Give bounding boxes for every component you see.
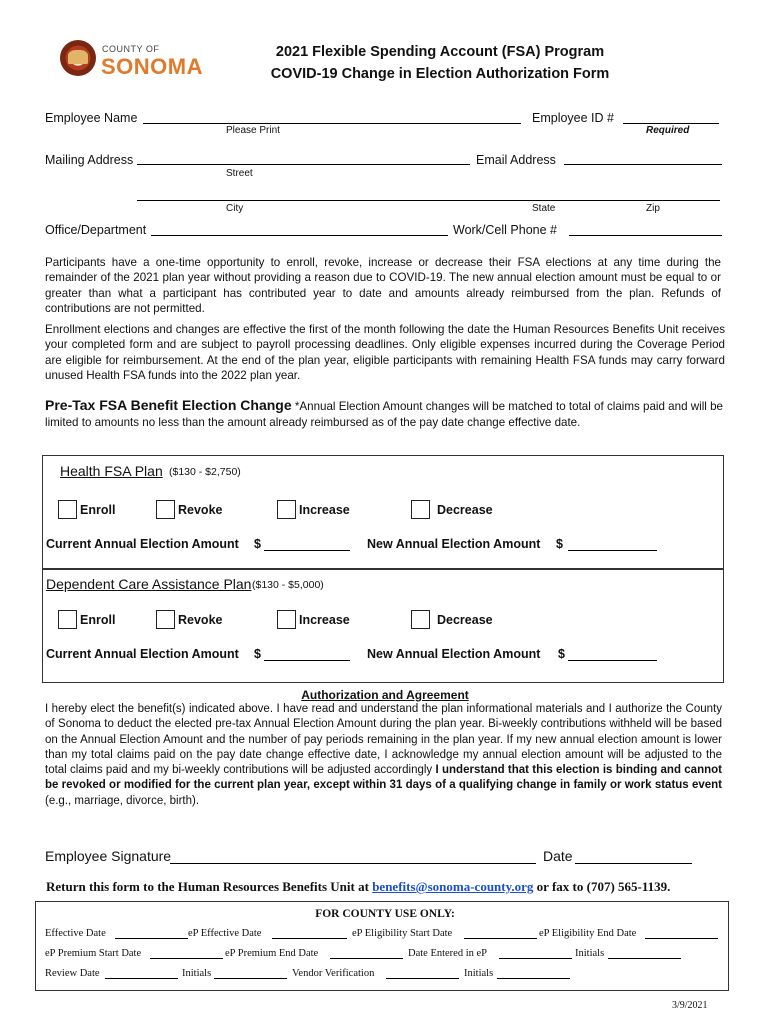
required-hint: Required bbox=[646, 125, 690, 136]
zip-hint: Zip bbox=[646, 203, 660, 214]
dependent-care-title: Dependent Care Assistance Plan bbox=[46, 576, 252, 592]
county-use-heading: FOR COUNTY USE ONLY: bbox=[315, 908, 455, 920]
ep-eligibility-end-label: eP Eligibility End Date bbox=[539, 928, 637, 939]
vendor-verification-label: Vendor Verification bbox=[292, 968, 375, 979]
vendor-verification-field[interactable] bbox=[386, 978, 459, 979]
work-phone-field[interactable] bbox=[569, 235, 722, 236]
health-decrease-checkbox[interactable] bbox=[411, 500, 430, 519]
authorization-body: I hereby elect the benefit(s) indicated above. I have read and understand the plan informational materials and I authorize the County of Sonoma to deduct the elected pre-tax Annual Election Amount during the plan year. Bi-weekly contributions withheld will be based on the Annual Election Amount and the number of pay periods remaining in the plan year. If my new annual election amount is lower than my total claims paid on the pay date change effective date, I acknowledge my annual election amount will be adjusted to the total claims paid and my bi-weekly contributions will be adjusted accordingly bbox=[45, 703, 722, 777]
logo-county-of: COUNTY OF bbox=[102, 44, 160, 54]
initials-2-label: Initials bbox=[182, 968, 212, 979]
health-new-amount-label: New Annual Election Amount bbox=[367, 537, 541, 551]
intro-paragraph-2: Enrollment elections and changes are effective the first of the month following the date the Human Resources Benefits Unit receives your completed form and are subject to payroll processing deadlines. Only eligible expenses incurred during the Coverage Period are eligible for reimbursement. At the end of the plan year, eligible participants with remaining Health FSA funds may carry forward unused Health FSA funds into the 2022 plan year. bbox=[45, 323, 725, 383]
state-hint: State bbox=[532, 203, 556, 214]
ep-premium-end-label: eP Premium End Date bbox=[225, 948, 319, 959]
employee-name-label: Employee Name bbox=[45, 111, 138, 125]
dependent-current-amount-field[interactable] bbox=[264, 660, 350, 661]
employee-name-field[interactable] bbox=[143, 123, 521, 124]
mailing-address-label: Mailing Address bbox=[45, 153, 134, 167]
dependent-new-amount-field[interactable] bbox=[568, 660, 657, 661]
health-fsa-title: Health FSA Plan bbox=[60, 463, 163, 479]
effective-date-field[interactable] bbox=[115, 938, 188, 939]
health-decrease-label: Decrease bbox=[437, 503, 493, 517]
return-instructions bbox=[46, 879, 670, 895]
health-new-dollar: $ bbox=[556, 537, 563, 551]
dependent-increase-checkbox[interactable] bbox=[277, 610, 296, 629]
email-field[interactable] bbox=[564, 164, 722, 165]
health-fsa-range: ($130 - $2,750) bbox=[169, 466, 241, 478]
form-title: 2021 Flexible Spending Account (FSA) Program bbox=[275, 44, 605, 60]
health-new-amount-field[interactable] bbox=[568, 550, 657, 551]
benefits-email-link[interactable]: benefits@sonoma-county.org bbox=[372, 879, 534, 894]
review-date-label: Review Date bbox=[45, 968, 100, 979]
dependent-revoke-checkbox[interactable] bbox=[156, 610, 175, 629]
signature-date-field[interactable] bbox=[575, 863, 692, 864]
street-hint: Street bbox=[226, 168, 253, 179]
office-department-label: Office/Department bbox=[45, 223, 147, 237]
health-enroll-label: Enroll bbox=[80, 503, 116, 517]
intro-paragraph-1: Participants have a one-time opportunity to enroll, revoke, increase or decrease their FSA elections at any time during the remainder of the 2021 plan year without providing a reason due to COVID-19. The new annual election amount must be equal to or greater than what a participant has contributed year to date and amounts already reimbursed from the plan. Refunds of contributions are not permitted. bbox=[45, 256, 721, 316]
signature-date-label: Date bbox=[543, 848, 573, 864]
ep-premium-start-label: eP Premium Start Date bbox=[45, 948, 142, 959]
date-entered-label: Date Entered in eP bbox=[408, 948, 488, 959]
office-department-field[interactable] bbox=[151, 235, 448, 236]
return-prefix: Return this form to the Human Resources Benefits Unit at bbox=[46, 879, 373, 894]
dependent-decrease-checkbox[interactable] bbox=[411, 610, 430, 629]
effective-date-label: Effective Date bbox=[45, 928, 106, 939]
work-phone-label: Work/Cell Phone # bbox=[453, 223, 557, 237]
initials-3-label: Initials bbox=[464, 968, 494, 979]
review-date-field[interactable] bbox=[105, 978, 178, 979]
health-enroll-checkbox[interactable] bbox=[58, 500, 77, 519]
employee-signature-field[interactable] bbox=[170, 863, 536, 864]
street-field[interactable] bbox=[137, 164, 470, 165]
initials-1-field[interactable] bbox=[608, 958, 681, 959]
city-state-zip-field[interactable] bbox=[137, 200, 720, 201]
ep-effective-date-field[interactable] bbox=[272, 938, 347, 939]
dependent-decrease-label: Decrease bbox=[437, 613, 493, 627]
date-entered-field[interactable] bbox=[499, 958, 572, 959]
employee-id-label: Employee ID # bbox=[532, 111, 614, 125]
dependent-revoke-label: Revoke bbox=[178, 613, 223, 627]
pretax-heading: Pre-Tax FSA Benefit Election Change bbox=[45, 397, 292, 413]
ep-eligibility-end-field[interactable] bbox=[645, 938, 718, 939]
pretax-section bbox=[45, 397, 723, 431]
health-current-amount-label: Current Annual Election Amount bbox=[46, 537, 239, 551]
return-suffix: or fax to (707) 565-1139. bbox=[533, 879, 671, 894]
initials-2-field[interactable] bbox=[214, 978, 287, 979]
form-subtitle: COVID-19 Change in Election Authorization Form bbox=[270, 66, 610, 82]
dependent-new-amount-label: New Annual Election Amount bbox=[367, 647, 541, 661]
please-print-hint: Please Print bbox=[226, 125, 280, 136]
pretax-note: *Annual Election Amount changes will be matched to total of claims paid and will be limited to amounts no less than the amount already reimbursed as of the pay date change effective date. bbox=[45, 400, 723, 429]
employee-id-field[interactable] bbox=[623, 123, 719, 124]
dependent-current-dollar: $ bbox=[254, 647, 261, 661]
authorization-text bbox=[45, 702, 722, 809]
dependent-enroll-label: Enroll bbox=[80, 613, 116, 627]
initials-1-label: Initials bbox=[575, 948, 605, 959]
dependent-new-dollar: $ bbox=[558, 647, 565, 661]
initials-3-field[interactable] bbox=[497, 978, 570, 979]
ep-premium-start-field[interactable] bbox=[150, 958, 223, 959]
logo-sonoma: SONOMA bbox=[101, 54, 203, 79]
authorization-heading: Authorization and Agreement bbox=[301, 688, 469, 702]
ep-eligibility-start-label: eP Eligibility Start Date bbox=[352, 928, 453, 939]
ep-premium-end-field[interactable] bbox=[330, 958, 403, 959]
health-revoke-checkbox[interactable] bbox=[156, 500, 175, 519]
authorization-binding-statement: I understand that this election is binding and cannot be revoked or modified for the current plan year, except within 31 days of a qualifying change in family or work status event bbox=[45, 764, 722, 792]
city-hint: City bbox=[226, 203, 244, 214]
dependent-enroll-checkbox[interactable] bbox=[58, 610, 77, 629]
dependent-current-amount-label: Current Annual Election Amount bbox=[46, 647, 239, 661]
authorization-examples: (e.g., marriage, divorce, birth). bbox=[45, 794, 200, 807]
health-revoke-label: Revoke bbox=[178, 503, 223, 517]
health-current-amount-field[interactable] bbox=[264, 550, 350, 551]
dependent-care-range: ($130 - $5,000) bbox=[252, 579, 324, 591]
dependent-increase-label: Increase bbox=[299, 613, 350, 627]
health-current-dollar: $ bbox=[254, 537, 261, 551]
form-revision-date: 3/9/2021 bbox=[672, 1000, 708, 1011]
health-increase-checkbox[interactable] bbox=[277, 500, 296, 519]
health-increase-label: Increase bbox=[299, 503, 350, 517]
employee-signature-label: Employee Signature bbox=[45, 848, 172, 864]
ep-effective-date-label: eP Effective Date bbox=[188, 928, 262, 939]
ep-eligibility-start-field[interactable] bbox=[464, 938, 537, 939]
email-address-label: Email Address bbox=[476, 153, 556, 167]
